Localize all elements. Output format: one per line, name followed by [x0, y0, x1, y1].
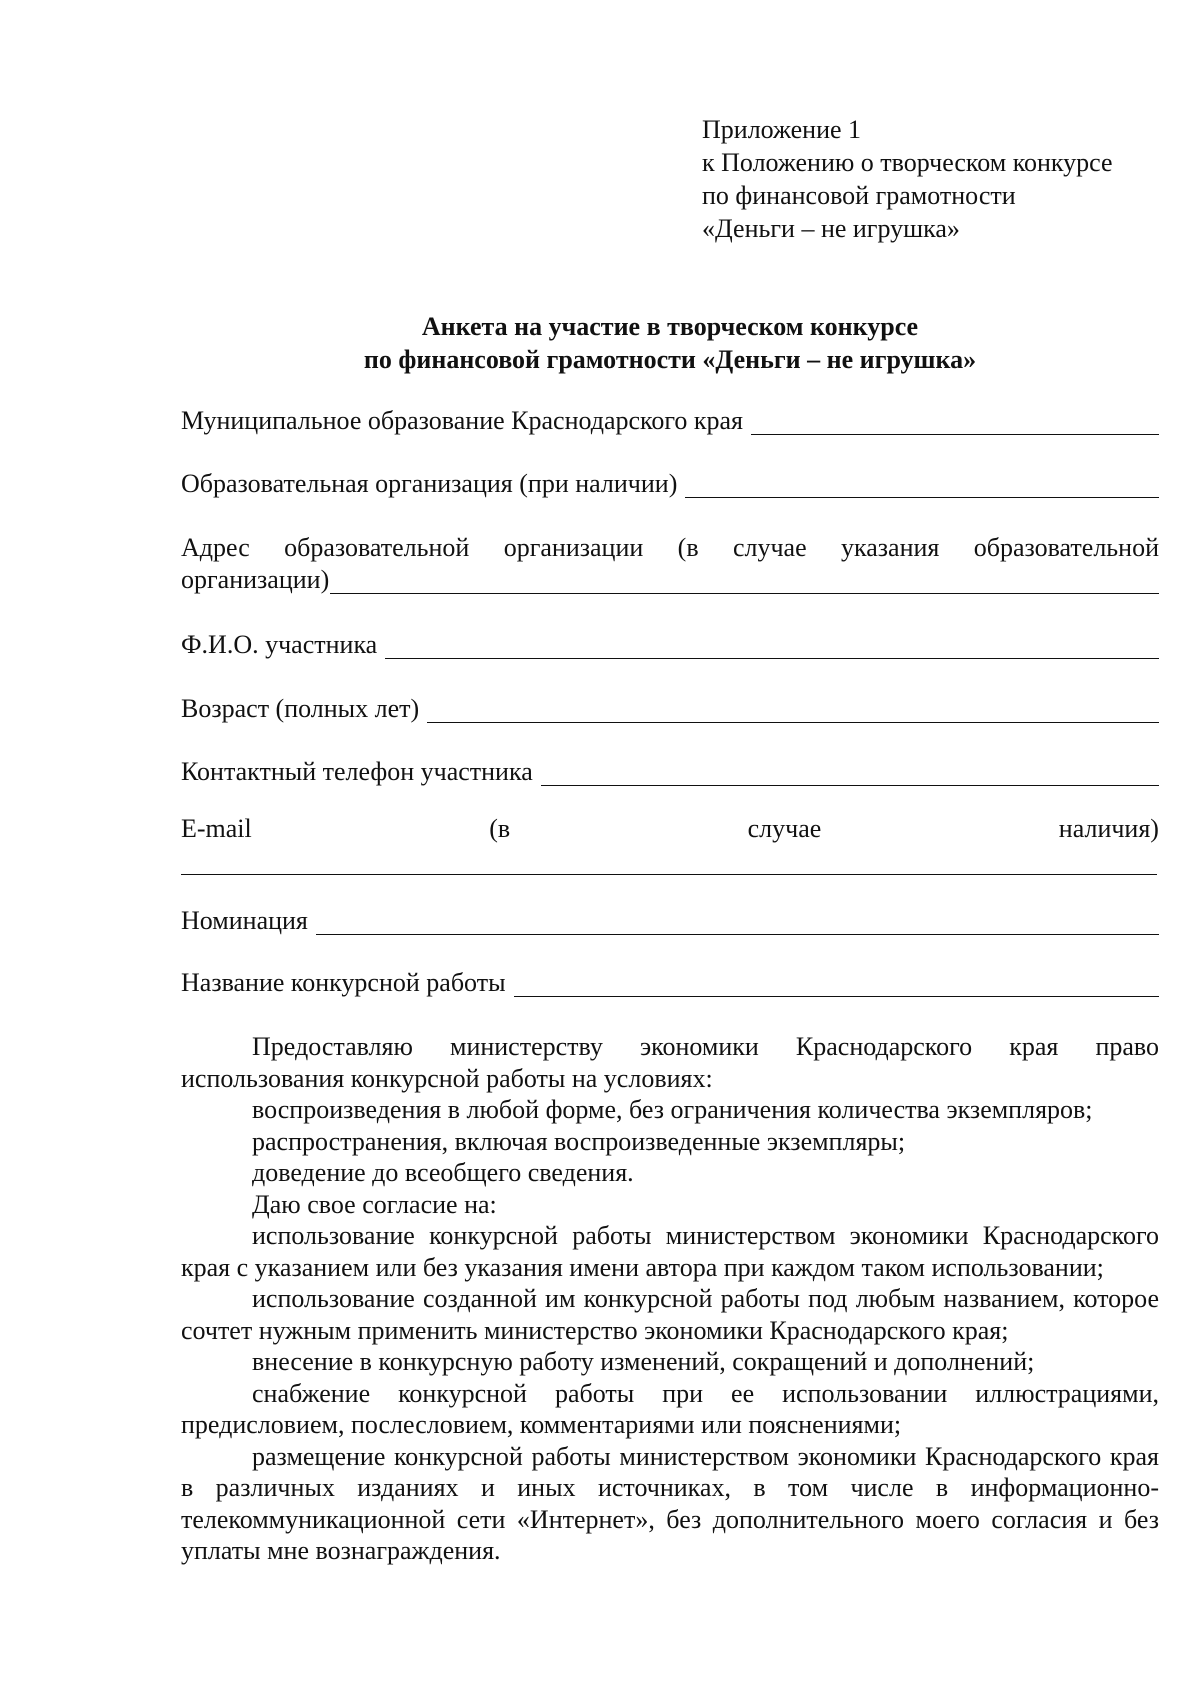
consent-paragraph-3: распространения, включая воспроизведенные экземпляры; — [252, 1126, 906, 1156]
phone-field — [181, 755, 1159, 788]
consent-paragraph-10: размещение конкурсной работы министерством экономики Краснодарского края в различных изданиях и иных источниках, в том числе в информационно-телекоммуникационной сети «Интернет», без дополнительного моего согласия и без уплаты мне вознаграждения. — [181, 1441, 1159, 1565]
work-title-label: Название конкурсной работы — [181, 968, 506, 997]
appendix-line-2: к Положению о творческом конкурсе — [702, 148, 1113, 177]
consent-paragraph-1: Предоставляю министерству экономики Краснодарского края право использования конкурсной работы на условиях: — [181, 1032, 1159, 1093]
email-label-part-4: наличия) — [1058, 814, 1159, 843]
form-title — [180, 310, 1160, 376]
municipality-label: Муниципальное образование Краснодарского края — [181, 406, 743, 435]
municipality-field — [181, 404, 1159, 437]
appendix-line-4: «Деньги – не игрушка» — [702, 214, 960, 243]
email-label-row — [181, 812, 1159, 845]
age-input-line[interactable] — [427, 696, 1159, 723]
fio-label: Ф.И.О. участника — [181, 630, 378, 659]
organization-field — [181, 467, 1159, 500]
address-input-line[interactable] — [330, 567, 1159, 594]
consent-paragraph-5: Даю свое согласие на: — [252, 1189, 497, 1219]
municipality-input-line[interactable] — [751, 408, 1159, 435]
age-label: Возраст (полных лет) — [181, 694, 420, 723]
consent-paragraph-8: внесение в конкурсную работу изменений, сокращений и дополнений; — [252, 1347, 1035, 1376]
nomination-label: Номинация — [181, 906, 308, 935]
age-field — [181, 692, 1159, 725]
address-label-line-1: Адрес образовательной организации (в случае указания образовательной — [181, 533, 1159, 562]
consent-paragraph-7: использование созданной им конкурсной работы под любым названием, которое сочтет нужным применить министерство экономики Краснодарского края; — [181, 1284, 1159, 1345]
work-title-field — [181, 966, 1159, 999]
consent-paragraph-2: воспроизведения в любой форме, без ограничения количества экземпляров; — [252, 1095, 1093, 1124]
consent-paragraph-4: доведение до всеобщего сведения. — [252, 1158, 634, 1187]
organization-input-line[interactable] — [685, 471, 1159, 498]
consent-paragraph-6: использование конкурсной работы министерством экономики Краснодарского края с указанием или без указания имени автора при каждом таком использовании; — [181, 1221, 1159, 1282]
work-title-input-line[interactable] — [514, 970, 1159, 997]
address-label-line-2: организации) — [181, 565, 330, 594]
email-input-line[interactable] — [181, 874, 1157, 875]
form-title-line-2: по финансовой грамотности «Деньги – не игрушка» — [363, 345, 977, 374]
consent-text — [181, 1031, 1159, 1567]
appendix-line-3: по финансовой грамотности — [702, 181, 1016, 210]
organization-label: Образовательная организация (при наличии) — [181, 469, 678, 498]
nomination-field — [181, 904, 1159, 937]
email-label-part-3: случае — [747, 814, 822, 843]
email-label-part-2: (в — [489, 814, 511, 843]
fio-input-line[interactable] — [385, 632, 1159, 659]
phone-label: Контактный телефон участника — [181, 757, 533, 786]
consent-paragraph-9: снабжение конкурсной работы при ее использовании иллюстрациями, предисловием, послесловием, комментариями или пояснениями; — [181, 1378, 1159, 1439]
email-label: E-mail — [181, 814, 252, 843]
fio-field — [181, 628, 1159, 661]
address-field — [181, 563, 1159, 596]
form-title-line-1: Анкета на участие в творческом конкурсе — [421, 312, 919, 341]
phone-input-line[interactable] — [541, 759, 1159, 786]
appendix-line-1: Приложение 1 — [702, 115, 862, 144]
appendix-block — [702, 113, 1172, 245]
nomination-input-line[interactable] — [316, 908, 1159, 935]
